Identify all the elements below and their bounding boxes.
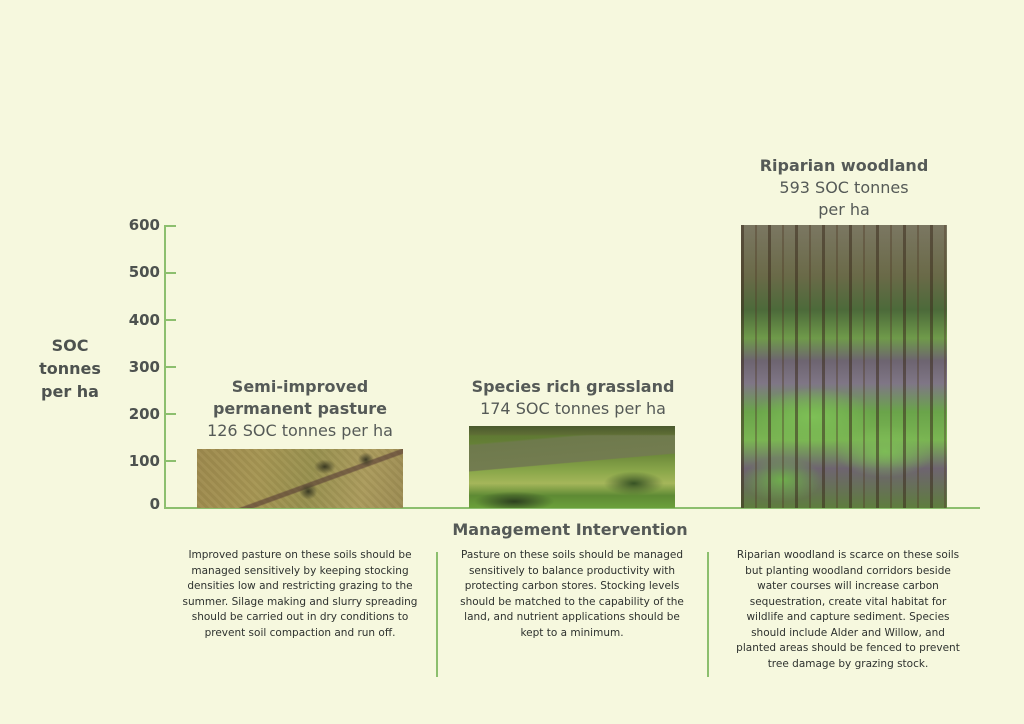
bar-value: 593 SOC tonnes [779, 178, 909, 197]
bar-label-grassland [450, 376, 696, 420]
bar-label-pasture [180, 376, 420, 442]
y-tick-label: 0 [149, 495, 160, 513]
y-tick-mark [164, 319, 176, 321]
y-tick-mark [164, 272, 176, 274]
y-tick-label: 500 [128, 263, 160, 281]
bar-grassland-photo [469, 426, 675, 508]
y-tick-mark [164, 413, 176, 415]
bar-pasture-photo [197, 449, 403, 508]
y-axis-label-line: tonnes [39, 359, 101, 378]
y-tick-mark [164, 460, 176, 462]
bar-title: permanent pasture [212, 399, 388, 418]
y-tick-label: 300 [128, 358, 160, 376]
description-woodland: Riparian woodland is scarce on these soils but planting woodland corridors beside water courses will increase carbon sequestration, create vital habitat for wildlife and capture sediment. Species should include Alder and Willow, and planted areas should be fenced to prevent tree damage by grazing stock. [736, 549, 960, 670]
y-axis-label-line: SOC [51, 336, 89, 355]
y-axis-label [30, 334, 110, 403]
column-divider [436, 552, 438, 677]
x-axis-label: Management Intervention [452, 520, 688, 539]
y-tick-label: 400 [128, 311, 160, 329]
bar-value: 174 SOC tonnes per ha [480, 399, 666, 418]
bar-value: 126 SOC tonnes per ha [207, 421, 393, 440]
bar-value: per ha [818, 200, 870, 219]
y-tick-label: 100 [128, 452, 160, 470]
description-pasture: Improved pasture on these soils should be managed sensitively by keeping stocking densities low and restricting grazing to the summer. Silage making and slurry spreading should be carried out in dry conditions to prevent soil compaction and run off. [182, 549, 418, 639]
bar-title: Semi-improved [231, 377, 369, 396]
bar-label-woodland [724, 155, 964, 221]
column-divider [707, 552, 709, 677]
bar-title: Species rich grassland [471, 377, 675, 396]
y-tick-mark [164, 366, 176, 368]
description-grassland: Pasture on these soils should be managed sensitively to balance productivity with protecting carbon stores. Stocking levels should be matched to the capability of the land, and nutrient applications should be kept to a minimum. [460, 549, 684, 639]
y-tick-mark [164, 225, 176, 227]
bar-woodland-photo [741, 225, 947, 508]
y-tick-label: 600 [128, 216, 160, 234]
y-tick-label: 200 [128, 405, 160, 423]
bar-title: Riparian woodland [759, 156, 929, 175]
y-axis-label-line: per ha [41, 382, 99, 401]
